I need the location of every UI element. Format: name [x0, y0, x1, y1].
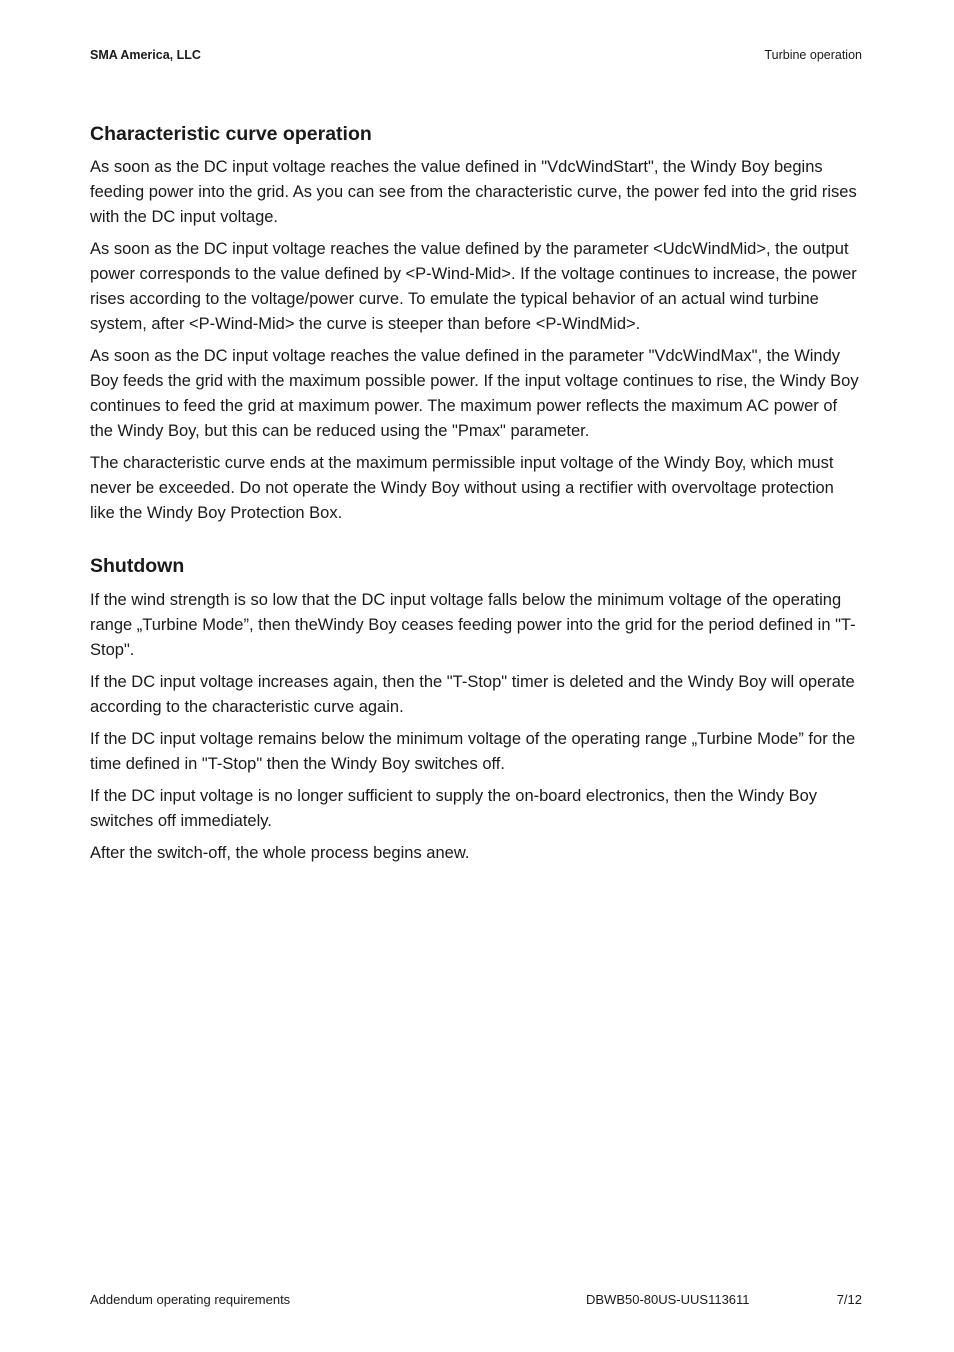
paragraph: As soon as the DC input voltage reaches the value defined in "VdcWindStart", the Windy Boy begins feeding power into the grid. As you can see from the characteristic curve, the power fed into the grid rises with the DC input voltage.: [90, 158, 857, 227]
document-body: [90, 122, 862, 873]
chapter-title: Turbine operation: [764, 48, 862, 62]
paragraph: As soon as the DC input voltage reaches the value defined in the parameter "VdcWindMax", the Windy Boy feeds the grid with the maximum possible power. If the input voltage continues to rise, the Windy Boy continues to feed the grid at maximum power. The maximum power reflects the maximum AC power of the Windy Boy, but this can be reduced using the "Pmax" parameter.: [90, 347, 859, 441]
paragraph: After the switch-off, the whole process begins anew.: [90, 843, 470, 862]
document-title: Addendum operating requirements: [90, 1292, 291, 1307]
paragraph: If the DC input voltage remains below the minimum voltage of the operating range „Turbine Mode” for the time defined in "T-Stop" then the Windy Boy switches off.: [90, 729, 856, 773]
paragraph: As soon as the DC input voltage reaches the value defined by the parameter <UdcWindMid>, the output power corresponds to the value defined by <P-Wind-Mid>. If the voltage continues to increase, the power rises according to the voltage/power curve. To emulate the typical behavior of an actual wind turbine system, after <P-Wind-Mid> the curve is steeper than before <P-WindMid>.: [90, 240, 857, 334]
paragraph: If the DC input voltage increases again, then the "T-Stop" timer is deleted and the Windy Boy will operate according to the characteristic curve again.: [90, 672, 855, 716]
section-heading-characteristic-curve: Characteristic curve operation: [90, 123, 372, 145]
page-footer: [90, 1292, 862, 1312]
section-heading-shutdown: Shutdown: [90, 555, 185, 578]
page-number: 7/12: [836, 1292, 862, 1307]
page-header: [90, 48, 862, 68]
company-name: SMA America, LLC: [90, 48, 201, 62]
paragraph: If the wind strength is so low that the DC input voltage falls below the minimum voltage of the operating range „Turbine Mode”, then theWindy Boy ceases feeding power into the grid for the period defined in "T-Stop".: [90, 590, 856, 659]
document-id: DBWB50-80US-UUS113611: [586, 1292, 750, 1307]
paragraph: The characteristic curve ends at the maximum permissible input voltage of the Windy Boy, which must never be exceeded. Do not operate the Windy Boy without using a rectifier with overvoltage protection like the Windy Boy Protection Box.: [90, 454, 834, 523]
paragraph: If the DC input voltage is no longer sufficient to supply the on-board electronics, then the Windy Boy switches off immediately.: [90, 786, 818, 830]
